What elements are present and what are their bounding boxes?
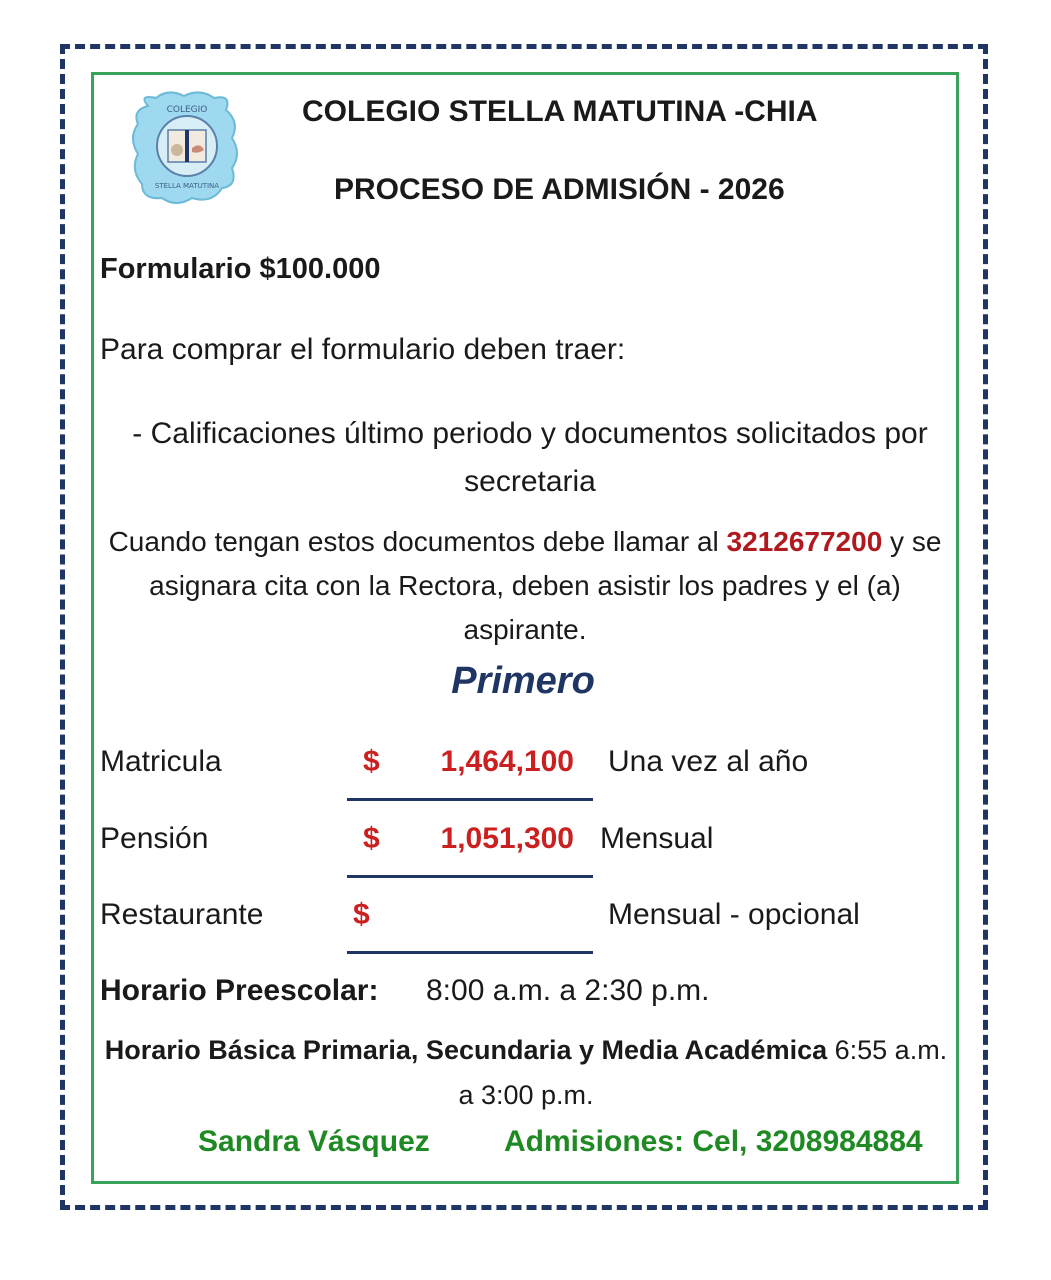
basic-schedule-label: Horario Básica Primaria, Secundaria y Media Académica (104, 1035, 828, 1065)
basic-schedule-time: 6:55 a.m. a 3:00 p.m. (458, 1035, 948, 1110)
fee-currency-pension: $ (363, 822, 380, 855)
fee-label-matricula: Matricula (100, 745, 222, 778)
fee-note-pension: Mensual (600, 822, 714, 855)
intro-text: Para comprar el formulario deben traer: (100, 333, 626, 366)
preschool-schedule-label: Horario Preescolar: (100, 974, 379, 1007)
call-text-after: y se asignara cita con la Rectora, deben asistir los padres y el (a) aspirante. (149, 526, 942, 645)
basic-schedule (96, 1028, 956, 1118)
fee-amount-pension: 1,051,300 (440, 822, 574, 855)
school-logo (128, 88, 246, 208)
fee-underline-restaurante (347, 951, 593, 954)
call-instructions (100, 520, 950, 652)
fee-underline-pension (347, 875, 593, 878)
fee-label-pension: Pensión (100, 822, 209, 855)
requirement-text: - Calificaciones último periodo y documentos solicitados por secretaria (132, 417, 928, 498)
admissions-contact: Admisiones: Cel, 3208984884 (504, 1125, 923, 1158)
call-phone: 3212677200 (726, 526, 883, 557)
form-price: Formulario $100.000 (100, 253, 381, 285)
fee-note-restaurante: Mensual - opcional (608, 898, 860, 931)
fee-currency-restaurante: $ (353, 898, 370, 931)
preschool-schedule-time: 8:00 a.m. a 2:30 p.m. (426, 974, 710, 1007)
fee-amount-matricula: 1,464,100 (440, 745, 574, 778)
fee-label-restaurante: Restaurante (100, 898, 264, 931)
contact-name: Sandra Vásquez (198, 1125, 430, 1158)
fee-currency-matricula: $ (363, 745, 380, 778)
fee-note-matricula: Una vez al año (608, 745, 809, 778)
process-title: PROCESO DE ADMISIÓN - 2026 (334, 173, 785, 206)
logo-text-top: COLEGIO (166, 105, 208, 115)
fee-underline-matricula (347, 798, 593, 801)
call-text-before: Cuando tengan estos documentos debe llamar al (108, 526, 727, 557)
school-title: COLEGIO STELLA MATUTINA -CHIA (302, 95, 818, 128)
logo-text-bottom: STELLA MATUTINA (154, 182, 220, 190)
grade-heading: Primero (451, 660, 595, 702)
